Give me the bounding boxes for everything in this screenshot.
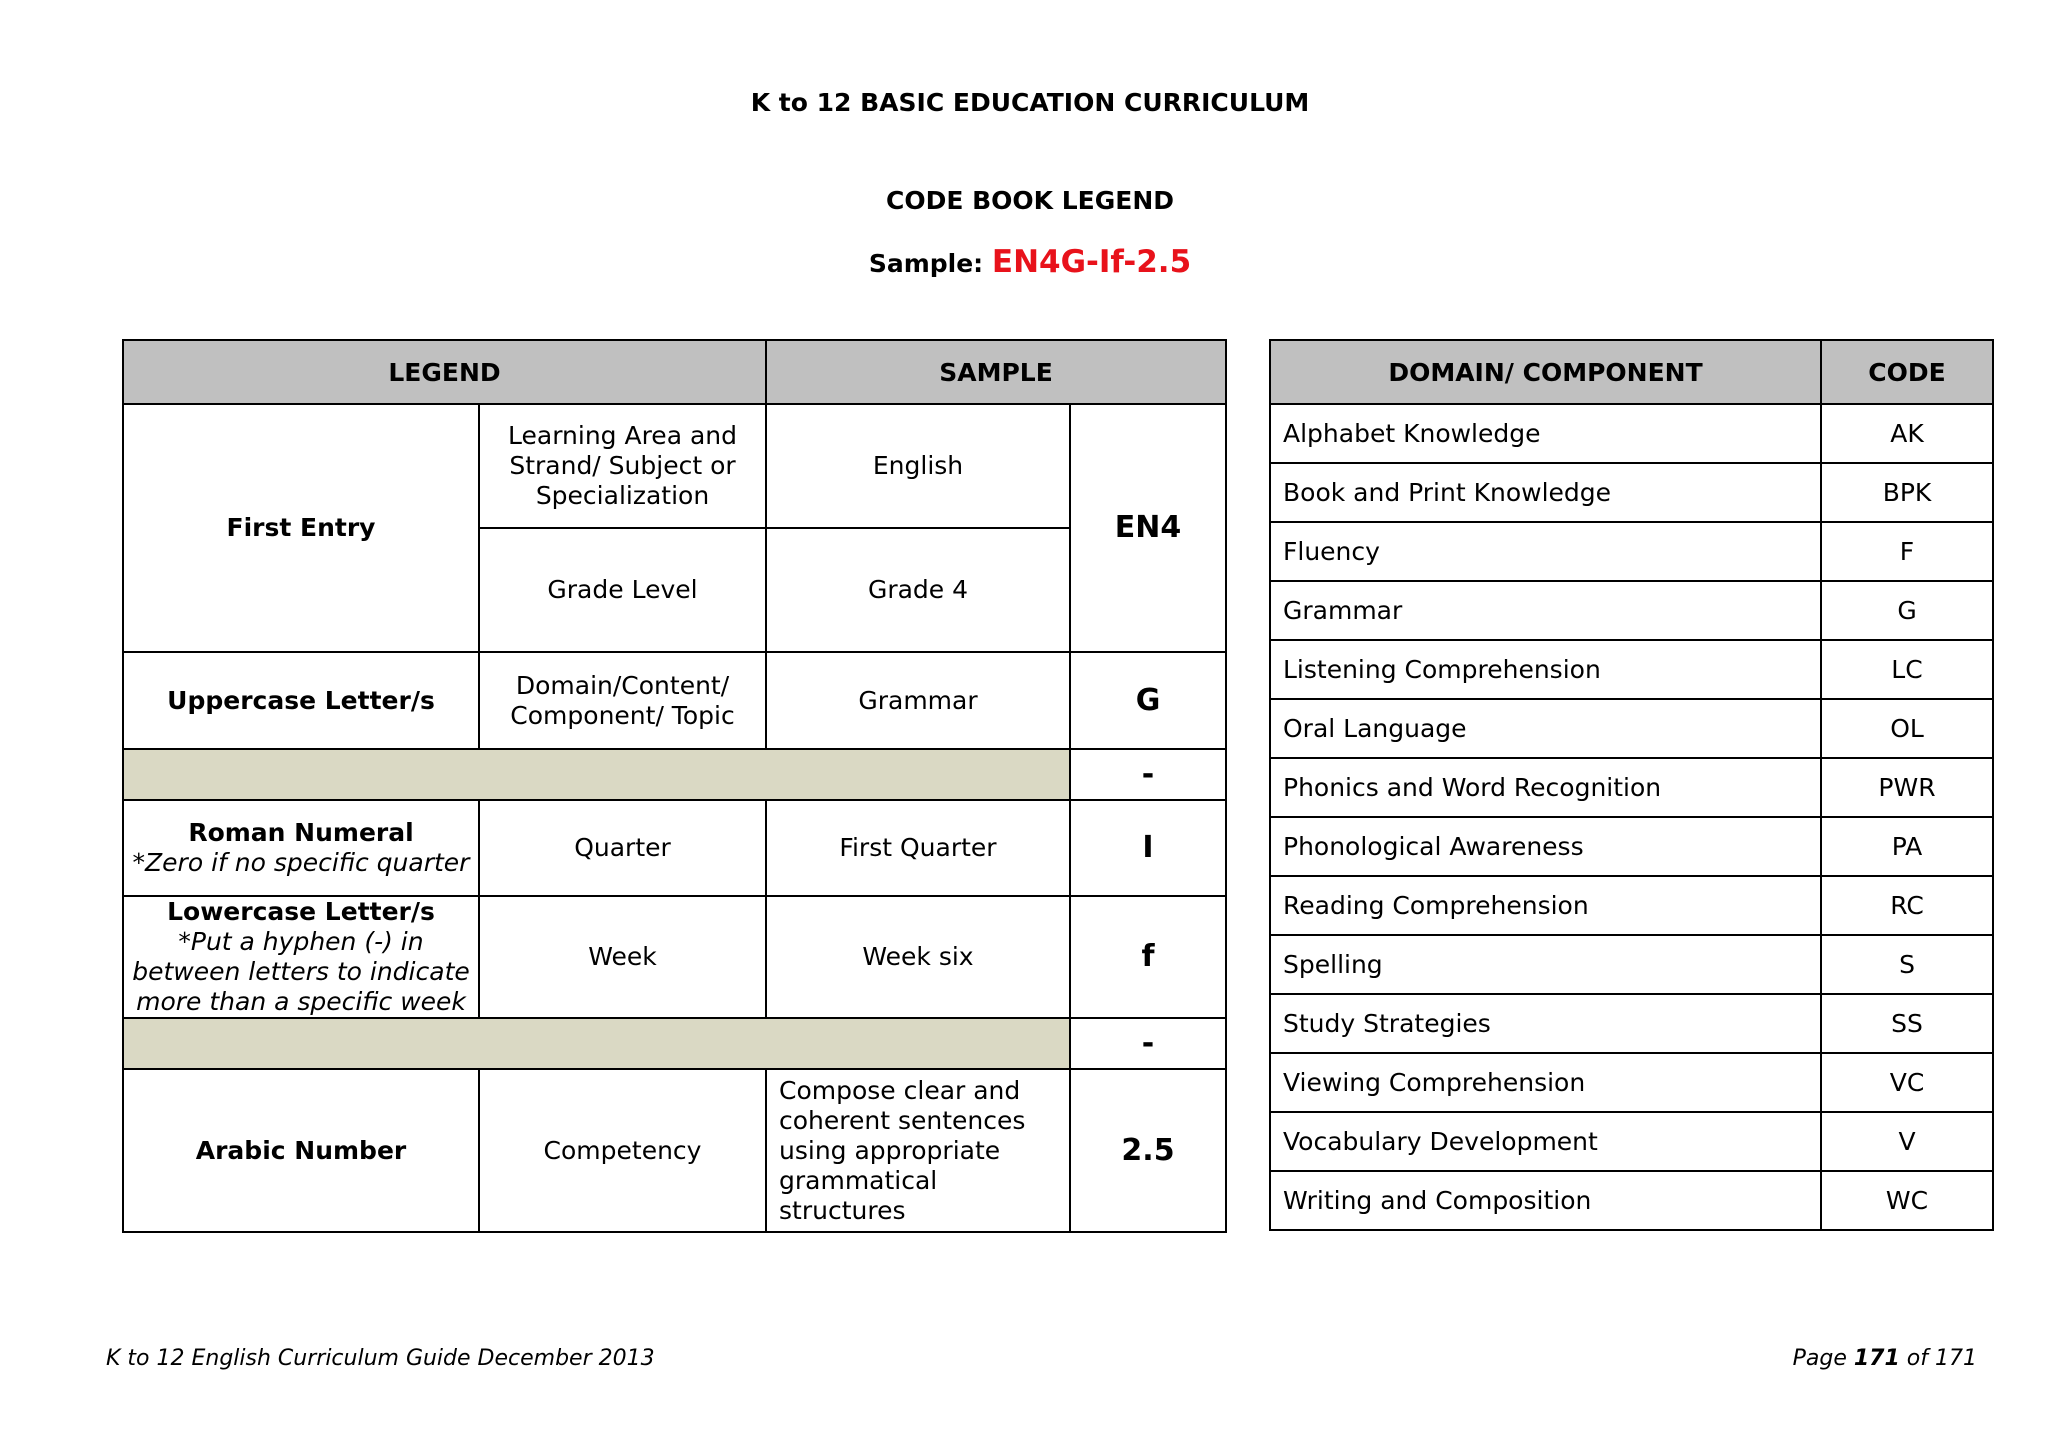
domain-code: WC [1821,1171,1993,1230]
table-row [1270,1112,1993,1171]
domain-rows [1270,404,1993,1230]
document-title: K to 12 BASIC EDUCATION CURRICULUM [750,88,1310,117]
grade-level-sample: Grade 4 [766,528,1070,652]
learning-area-sample: English [766,404,1070,528]
arabic-number-label: Arabic Number [123,1069,479,1232]
table-row [1270,817,1993,876]
table-row [1270,876,1993,935]
domain-code: G [1821,581,1993,640]
domain-name: Alphabet Knowledge [1270,404,1821,463]
uppercase-label: Uppercase Letter/s [123,652,479,749]
table-row [1270,581,1993,640]
sample-code: EN4G-If-2.5 [991,244,1192,280]
first-entry-code: EN4 [1070,404,1226,652]
page-prefix: Page [1792,1346,1847,1371]
table-row [1270,935,1993,994]
roman-numeral-cell [123,800,479,896]
table-row [1270,522,1993,581]
domain-code: VC [1821,1053,1993,1112]
separator-row [123,749,1070,800]
domain-code: OL [1821,699,1993,758]
code-book-legend-heading: CODE BOOK LEGEND [885,186,1175,215]
table-row [1270,463,1993,522]
table-row [1270,994,1993,1053]
footer-page-number [1793,1346,1977,1371]
domain-header: DOMAIN/ COMPONENT [1270,340,1821,404]
domain-code: V [1821,1112,1993,1171]
domain-name: Fluency [1270,522,1821,581]
domain-name: Oral Language [1270,699,1821,758]
lowercase-label: Lowercase Letter/s [167,897,435,926]
domain-name: Reading Comprehension [1270,876,1821,935]
domain-code: BPK [1821,463,1993,522]
week-sample: Week six [766,896,1070,1018]
table-row [1270,640,1993,699]
roman-numeral-note: *Zero if no specific quarter [132,848,470,877]
competency-sample: Compose clear and coherent sentences using appropriate grammatical structures [766,1069,1070,1232]
page-current: 171 [1853,1346,1900,1371]
hyphen-code: - [1070,1018,1226,1069]
table-row [1270,1053,1993,1112]
domain-name: Spelling [1270,935,1821,994]
domain-name: Phonics and Word Recognition [1270,758,1821,817]
table-row [1270,1171,1993,1230]
domain-code: PWR [1821,758,1993,817]
learning-area-desc: Learning Area and Strand/ Subject or Specialization [479,404,766,528]
domain-name: Viewing Comprehension [1270,1053,1821,1112]
domain-code: SS [1821,994,1993,1053]
footer-guide-info: K to 12 English Curriculum Guide December 2013 [106,1346,655,1371]
lowercase-note: *Put a hyphen (-) in between letters to indicate more than a specific week [132,927,470,1016]
domain-name: Writing and Composition [1270,1171,1821,1230]
sample-line [0,244,2048,280]
domain-code: F [1821,522,1993,581]
week-desc: Week [479,896,766,1018]
code-header: CODE [1821,340,1993,404]
competency-desc: Competency [479,1069,766,1232]
table-row [1270,699,1993,758]
domain-table [1269,339,1994,1231]
hyphen-code: - [1070,749,1226,800]
domain-name: Study Strategies [1270,994,1821,1053]
separator-row [123,1018,1070,1069]
lowercase-code: f [1070,896,1226,1018]
sample-header: SAMPLE [766,340,1226,404]
roman-numeral-code: I [1070,800,1226,896]
roman-numeral-label: Roman Numeral [188,818,414,847]
domain-name: Listening Comprehension [1270,640,1821,699]
domain-code: PA [1821,817,1993,876]
lowercase-cell [123,896,479,1018]
first-entry-label: First Entry [123,404,479,652]
sample-label: Sample: [868,249,984,278]
uppercase-desc: Domain/Content/ Component/ Topic [479,652,766,749]
domain-name: Book and Print Knowledge [1270,463,1821,522]
domain-code: S [1821,935,1993,994]
uppercase-sample: Grammar [766,652,1070,749]
legend-header: LEGEND [123,340,766,404]
quarter-desc: Quarter [479,800,766,896]
arabic-number-code: 2.5 [1070,1069,1226,1232]
table-row [1270,758,1993,817]
quarter-sample: First Quarter [766,800,1070,896]
page-total: of 171 [1906,1346,1977,1371]
grade-level-desc: Grade Level [479,528,766,652]
domain-code: LC [1821,640,1993,699]
domain-name: Grammar [1270,581,1821,640]
domain-name: Vocabulary Development [1270,1112,1821,1171]
uppercase-code: G [1070,652,1226,749]
domain-name: Phonological Awareness [1270,817,1821,876]
table-row [1270,404,1993,463]
domain-code: RC [1821,876,1993,935]
legend-table [122,339,1227,1233]
domain-code: AK [1821,404,1993,463]
